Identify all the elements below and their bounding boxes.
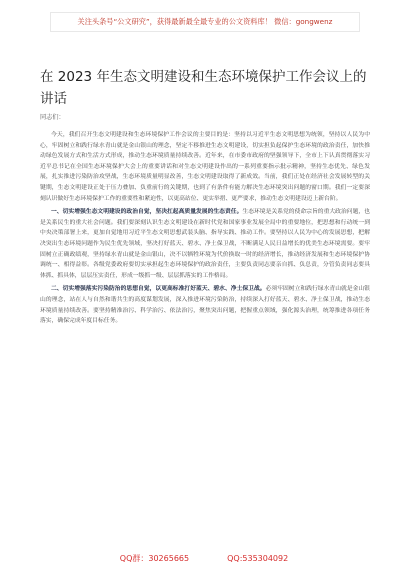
paragraph [40, 130, 370, 204]
paragraph-text: 生态环境是关系党的使命宗旨的重大政治问题，也是关系民生的重大社会问题。我们要深刻认识生态文明建设在新时代党和国家事业发展全局中的重要地位，把思想和行动统一到中央决策部署上来，更加自觉地用习近平生态文明思想武装头脑、指导实践、推动工作。要坚持以人民为中心的发展思想，把解决突出生态环境问题作为民生优先领域，坚决打好蓝天、碧水、净土保卫战，不断满足人民日益增长的优美生态环境需要。要牢固树立正确政绩观，坚持绿水青山就是金山银山，决不以牺牲环境为代价换取一时的经济增长，推动经济发展和生态环境保护协调统一、相得益彰。各级党委政府要切实承担起生态环境保护的政治责任，主要负责同志要亲自抓、负总责，分管负责同志要具体抓、抓具体，层层压实责任，形成一级抓一级、层层抓落实的工作格局。 [40, 209, 370, 279]
salutation: 同志们： [40, 114, 65, 121]
paragraph-text: 今天，我们召开生态文明建设和生态环境保护工作会议的主要目的是：坚持以习近平生态文明思想为统领，坚持以人民为中心，牢固树立和践行绿水青山就是金山银山的理念，坚定不移推进生态文明建设，切实担负起保护生态环境的政治责任，加快推动绿色发展方式和生活方式形成，推动生态环境质量持续改善。近年来，在市委市政府的坚强领导下，全市上下认真贯彻落实习近平总书记在全国生态环境保护大会上的重要讲话和对生态文明建设作出的一系列重要指示批示精神，坚持生态优先、绿色发展，扎实推进污染防治攻坚战，生态环境质量明显改善，生态文明建设取得了新成效。当前，我们正处在经济社会发展转型的关键期，生态文明建设正处于压力叠加、负重前行的关键期，也到了有条件有能力解决生态环境突出问题的窗口期。我们一定要深刻认识做好生态环境保护工作的重要性和紧迫性，以更高站位、更实举措、更严要求，推动生态文明建设迈上新台阶。 [40, 132, 370, 202]
paragraph [40, 207, 370, 281]
document-title: 在 2023 年生态文明建设和生态环境保护工作会议上的讲话 [40, 69, 367, 107]
paragraph-text: 必须牢固树立和践行绿水青山就是金山银山的理念，站在人与自然和谐共生的高度谋划发展，深入推进环境污染防治，持续深入打好蓝天、碧水、净土保卫战，推动生态环境质量持续改善。要坚持精准治污、科学治污、依法治污，聚焦突出问题，把握重点领域，强化源头治理，统筹推进各项任务落实，确保完成年度目标任务。 [40, 286, 370, 325]
paragraph-heading: 一、切实增强生态文明建设的政治自觉，坚决扛起高质量发展的生态责任。 [51, 209, 243, 216]
promo-banner: 关注头条号“公文研究”，获得最新最全最专业的公文资料库！ 微信：gongwenz [50, 12, 360, 32]
qq-label: QQ:535304092 [227, 553, 289, 563]
paragraph-heading: 二、切实增强落实污染防治的思想自觉，以更高标准打好蓝天、碧水、净土保卫战。 [51, 286, 266, 293]
document-body [40, 130, 370, 538]
qq-group-label: QQ群：30265665 [119, 553, 190, 563]
contact-footer [0, 548, 408, 568]
paragraph [40, 284, 370, 326]
